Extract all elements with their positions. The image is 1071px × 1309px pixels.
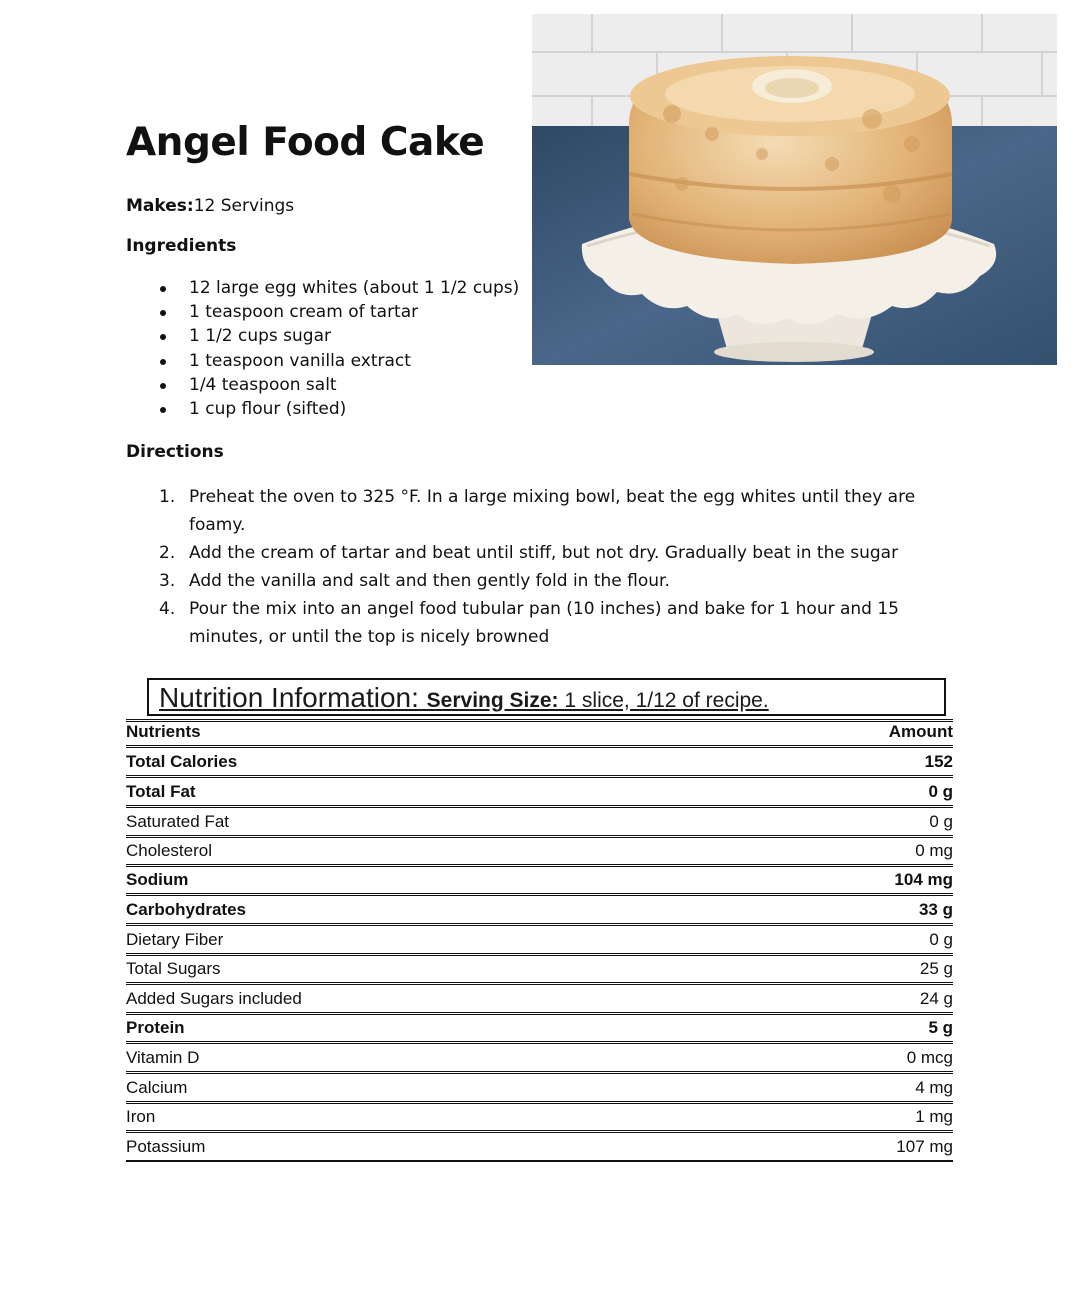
- table-row: [126, 808, 953, 838]
- servings-line: [126, 196, 294, 216]
- ingredient-item: 1 teaspoon cream of tartar: [126, 301, 519, 325]
- nutrient-name: Potassium: [126, 1137, 206, 1156]
- nutrient-name: Calcium: [126, 1078, 188, 1097]
- nutrient-amount: 24 g: [919, 989, 953, 1008]
- table-row: [126, 985, 953, 1015]
- serving-size: [427, 689, 769, 712]
- nutrition-header-box: [147, 678, 946, 716]
- step-number: 4.: [159, 599, 176, 619]
- nutrient-name: Iron: [126, 1107, 156, 1126]
- col-amount: Amount: [888, 722, 953, 741]
- nutrient-name: Dietary Fiber: [126, 930, 224, 949]
- nutrient-amount: 1 mg: [915, 1107, 953, 1126]
- nutrient-amount: 104 mg: [894, 870, 953, 889]
- nutrition-heading: [159, 682, 769, 714]
- step-number: 3.: [159, 571, 176, 591]
- table-row: [126, 1015, 953, 1044]
- direction-step: [126, 595, 936, 651]
- serving-size-value: 1 slice, 1/12 of recipe.: [564, 689, 769, 712]
- table-row: [126, 1133, 953, 1162]
- ingredient-item: 1/4 teaspoon salt: [126, 374, 519, 398]
- makes-value: 12 Servings: [193, 196, 295, 216]
- nutrient-amount: 0 mcg: [906, 1048, 953, 1067]
- table-row: [126, 1074, 953, 1104]
- ingredient-item: 12 large egg whites (about 1 1/2 cups): [126, 277, 519, 301]
- step-text: Pour the mix into an angel food tubular pan (10 inches) and bake for 1 hour and 15 minutes, or until the top is nicely browned: [189, 599, 899, 647]
- table-row: [126, 926, 953, 956]
- table-header-row: [126, 722, 953, 748]
- nutrient-amount: 0 mg: [915, 841, 953, 860]
- table-row: [126, 1044, 953, 1074]
- nutrient-name: Sodium: [126, 870, 189, 889]
- table-row: [126, 896, 953, 926]
- nutrient-amount: 5 g: [928, 1018, 953, 1037]
- direction-step: [126, 567, 936, 595]
- ingredient-item: 1 cup flour (sifted): [126, 398, 519, 422]
- table-row: [126, 778, 953, 808]
- ingredient-item: 1 teaspoon vanilla extract: [126, 350, 519, 374]
- direction-step: [126, 483, 936, 539]
- nutrient-name: Carbohydrates: [126, 900, 246, 919]
- nutrient-name: Saturated Fat: [126, 812, 230, 831]
- cake-photo: [532, 14, 1057, 365]
- step-text: Preheat the oven to 325 °F. In a large mixing bowl, beat the egg whites until they are foamy.: [189, 487, 916, 535]
- table-row: [126, 867, 953, 896]
- nutrient-amount: 0 g: [929, 812, 953, 831]
- table-row: [126, 1104, 953, 1133]
- nutrient-name: Vitamin D: [126, 1048, 200, 1067]
- nutrient-amount: 25 g: [919, 959, 953, 978]
- recipe-title: Angel Food Cake: [126, 120, 485, 165]
- table-row: [126, 838, 953, 867]
- serving-size-label: Serving Size:: [426, 689, 559, 712]
- ingredient-item: 1 1/2 cups sugar: [126, 325, 519, 349]
- table-row: [126, 748, 953, 778]
- nutrient-amount: 0 g: [928, 782, 953, 801]
- step-text: Add the vanilla and salt and then gently fold in the flour.: [189, 571, 670, 591]
- nutrient-name: Total Sugars: [126, 959, 221, 978]
- directions-list: [126, 483, 936, 651]
- makes-label: Makes:: [126, 196, 194, 216]
- nutrient-amount: 33 g: [918, 900, 953, 919]
- nutrition-table: [126, 719, 953, 1162]
- nutrient-amount: 0 g: [929, 930, 953, 949]
- ingredients-list: [126, 277, 519, 422]
- nutrient-name: Added Sugars included: [126, 989, 302, 1008]
- col-nutrients: Nutrients: [126, 722, 201, 741]
- nutrient-amount: 152: [924, 752, 953, 771]
- nutrient-name: Cholesterol: [126, 841, 212, 860]
- step-text: Add the cream of tartar and beat until stiff, but not dry. Gradually beat in the sugar: [189, 543, 899, 563]
- directions-heading: Directions: [126, 442, 224, 462]
- nutrient-name: Total Fat: [126, 782, 196, 801]
- ingredients-heading: Ingredients: [126, 236, 237, 256]
- step-number: 1.: [159, 487, 176, 507]
- table-row: [126, 956, 953, 985]
- nutrition-title: Nutrition Information:: [159, 682, 419, 713]
- nutrient-amount: 107 mg: [896, 1137, 953, 1156]
- nutrient-name: Total Calories: [126, 752, 238, 771]
- nutrient-amount: 4 mg: [915, 1078, 953, 1097]
- direction-step: [126, 539, 936, 567]
- nutrient-name: Protein: [126, 1018, 185, 1037]
- step-number: 2.: [159, 543, 176, 563]
